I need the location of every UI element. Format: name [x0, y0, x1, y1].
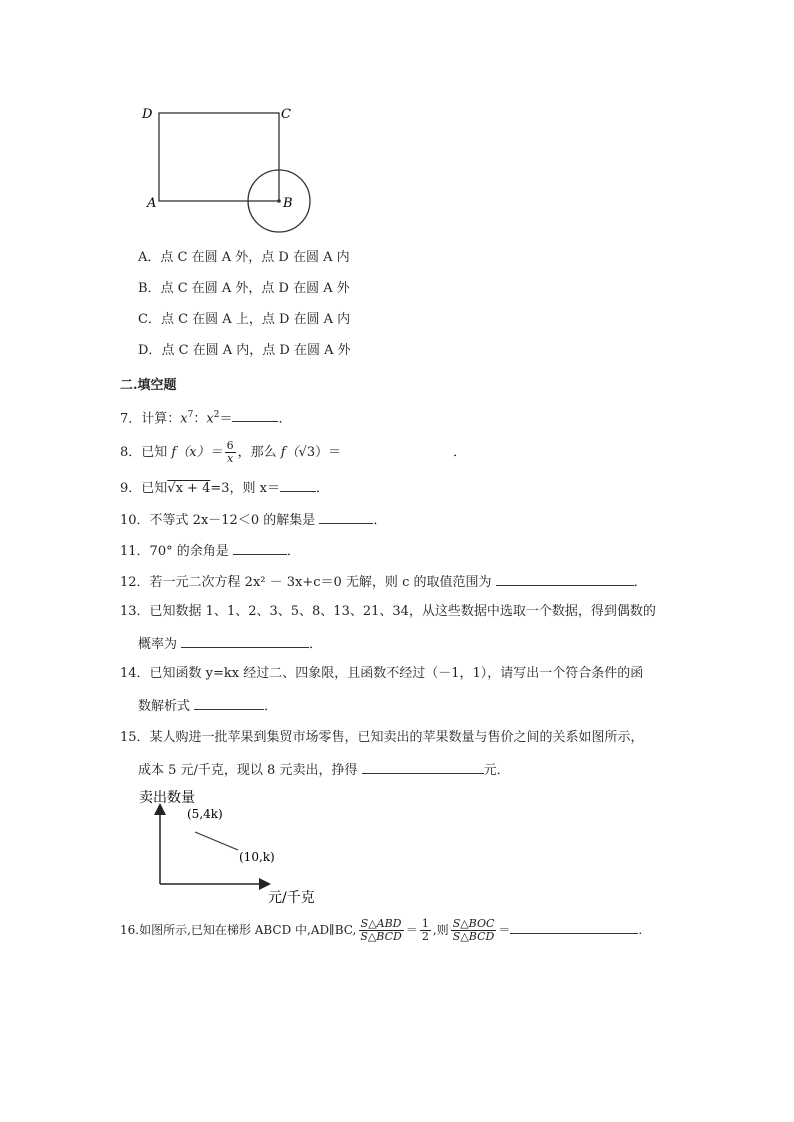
- answer-blank-14[interactable]: [194, 696, 264, 710]
- question-10: 10．不等式 2x－12＜0 的解集是 ．: [120, 510, 386, 530]
- question-12: 12．若一元二次方程 2x² － 3x+c＝0 无解，则 c 的取值范围为 ．: [120, 572, 647, 592]
- question-7: 7．计算：$x^7$：$x^2=$ ．: [120, 410, 292, 427]
- price-quantity-chart: [135, 785, 365, 910]
- label-d: D: [142, 107, 153, 122]
- label-a: A: [147, 196, 157, 211]
- answer-blank-10[interactable]: [319, 510, 373, 524]
- point-label-2: (10,k): [239, 850, 275, 864]
- label-b: B: [283, 196, 293, 211]
- answer-blank-11[interactable]: [233, 541, 287, 555]
- answer-blank-12[interactable]: [496, 572, 634, 586]
- chart-line: [195, 832, 238, 850]
- section-title: 二.填空题: [120, 378, 177, 393]
- question-14-line2: 数解析式 ．: [138, 696, 277, 716]
- rectangle-circle-figure: [135, 100, 325, 240]
- question-14: 14．已知函数 y=kx 经过二、四象限，且函数不经过（－1，1），请写出一个符合条件的函: [120, 666, 644, 681]
- question-15: 15．某人购进一批苹果到集贸市场零售，已知卖出的苹果数量与售价之间的关系如图所示，: [120, 730, 644, 745]
- question-11: 11．70° 的余角是 ．: [120, 541, 300, 561]
- question-13: 13．已知数据 1、1、2、3、5、8、13、21、34，从这些数据中选取一个数据，得到偶数的: [120, 604, 656, 619]
- chart-ylabel: 卖出数量: [139, 790, 195, 806]
- option-d[interactable]: D．点 C 在圆 A 内，点 D 在圆 A 外: [138, 343, 351, 358]
- question-8: 8．已知 f（x）＝ $\frac{6}{x}$ ，那么 f（√3）＝ ．: [120, 439, 467, 465]
- option-b[interactable]: B．点 C 在圆 A 外，点 D 在圆 A 外: [138, 281, 350, 296]
- option-c[interactable]: C．点 C 在圆 A 上，点 D 在圆 A 内: [138, 312, 351, 327]
- question-9: 9．已知√x + 4=3，则 x＝ ．: [120, 478, 329, 498]
- question-15-line2: 成本 5 元/千克，现以 8 元卖出，挣得 元．: [138, 760, 510, 780]
- point-label-1: (5,4k): [187, 807, 223, 821]
- question-13-line2: 概率为 ．: [138, 634, 322, 654]
- answer-blank-13[interactable]: [181, 634, 309, 648]
- question-16: 16.如图所示,已知在梯形 ABCD 中,AD∥BC, $\frac{\text{S△ABD}}{\text{S△BCD}}$ ＝ $\frac{1}{2}$ ,则 $\frac{\text{S△BOC}}{\text{S△BCD}}$ ＝ .: [120, 917, 643, 943]
- label-c: C: [281, 107, 291, 122]
- option-a[interactable]: A．点 C 在圆 A 外，点 D 在圆 A 内: [138, 250, 350, 265]
- answer-blank-15[interactable]: [362, 760, 484, 774]
- answer-blank-9[interactable]: [280, 478, 316, 492]
- answer-blank-16[interactable]: [510, 920, 638, 934]
- answer-blank-7[interactable]: [232, 408, 278, 422]
- chart-xlabel: 元/千克: [268, 890, 315, 906]
